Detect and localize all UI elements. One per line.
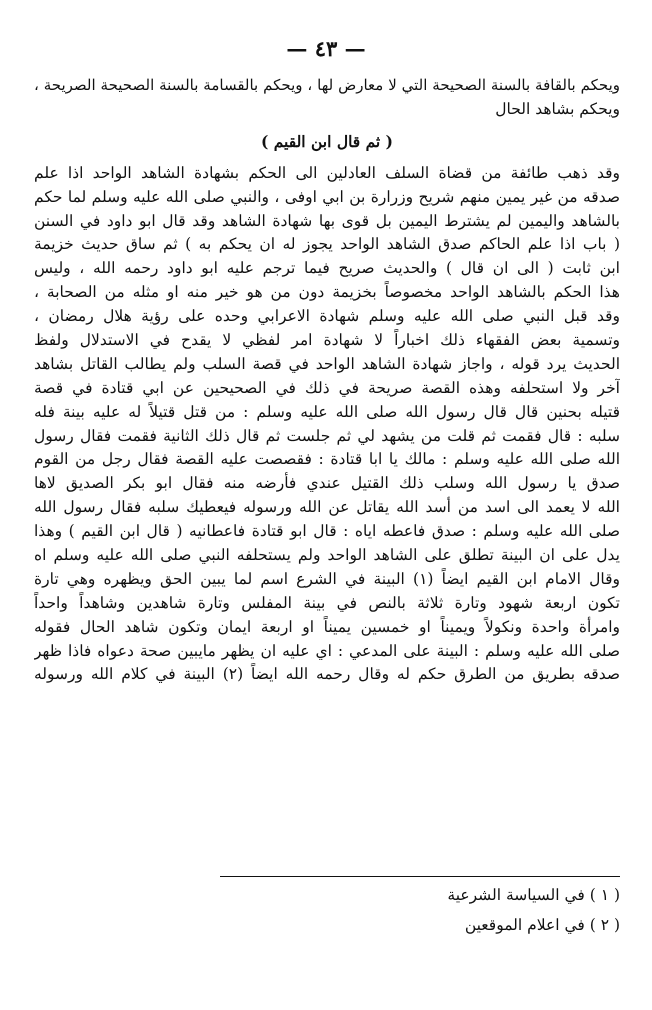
text-line: قتيله بحنين قال قال رسول الله صلى الله عليه وسلم : من قتل قتيلاً له عليه بينة فله bbox=[34, 402, 620, 421]
text-line: صلى الله عليه وسلم : صدق فاعطه اياه : قال ابو قتادة فاعطانيه ( قال ابن القيم ) وهذا bbox=[34, 522, 620, 541]
text-line: ( باب اذا علم الحاكم صدق الشاهد الواحد يجوز له ان يحكم به ) ثم ساق حديث خزيمة bbox=[34, 235, 620, 254]
text-line: سلبه : قال فقمت ثم قلت من يشهد لي ثم جلست ثم قال ذلك الثانية فقمت فقال رسول bbox=[34, 426, 620, 445]
footnote-2: ( ٢ ) في اعلام الموقعين bbox=[464, 916, 620, 934]
footnote-divider bbox=[220, 876, 620, 877]
body-text bbox=[34, 74, 620, 687]
text-line: آخر ولا استحلفه وهذه القصة صريحة في ذلك في الصحيحين عن ابي قتادة في قصة bbox=[34, 378, 620, 397]
text-line: يدل على ان البينة تطلق على الشاهد الواحد ولم يستحلفه النبي صلى الله عليه وسلم اه bbox=[34, 546, 620, 565]
footnote-1: ( ١ ) في السياسة الشرعية bbox=[447, 886, 620, 904]
text-line: ويحكم بشاهد الحال bbox=[495, 99, 620, 118]
text-line: صلى الله عليه وسلم : البينة على المدعي : اي عليه ان يظهر مايبين صحة دعواه فاذا ظهر bbox=[34, 641, 620, 660]
text-line: وقال الامام ابن القيم ايضاً (١) البينة في الشرع اسم لما يبين الحق ويظهره وهي تارة bbox=[34, 569, 620, 588]
text-line: ويحكم بالقافة بالسنة الصحيحة التي لا معارض لها ، ويحكم بالقسامة بالسنة الصحيحة الصريحة ، bbox=[34, 76, 620, 94]
text-line: وقد قبل النبي صلى الله عليه وسلم شهادة الاعرابي وحده على رؤية هلال رمضان ، bbox=[34, 307, 620, 326]
text-line: ابن ثابت ( الى ان قال ) والحديث صريح فيما ترجم عليه ابو داود رحمه الله ، وليس bbox=[34, 259, 620, 278]
text-line: الحديث يرد قوله ، واجاز شهادة الشاهد الواحد في قصة السلب ولم يطالب القاتل بشاهد bbox=[34, 354, 620, 373]
text-line: هذا الحكم بالشاهد الواحد مخصوصاً بخزيمة دون من هو خير منه او مثله من الصحابة ، bbox=[34, 283, 620, 302]
text-line: صدقه بطريق من الطرق حكم له وقال رحمه الله ايضاً (٢) البينة في كلام الله ورسوله bbox=[34, 665, 620, 684]
text-line: الله لا يعمد الى اسد من أسد الله يقاتل عن الله ورسوله فيعطيك سلبه فقال رسول الله bbox=[34, 498, 620, 517]
text-line: بالشاهد واليمين لم يشترط اليمين بل قوى بها شهادة الشاهد وقد قال ابو داود في السنن bbox=[34, 211, 620, 230]
text-line: صدق يا رسول الله وسلب ذلك القتيل عندي فأرضه منه فقال ابو بكر الصديق لاها bbox=[34, 474, 620, 493]
text-line: تكون اربعة شهود وتارة ثلاثة بالنص في بينة المفلس وتارة شاهدين وشاهداً واحداً bbox=[34, 593, 620, 612]
text-line: وقد ذهب طائفة من قضاة السلف العادلين الى الحكم بشهادة الشاهد الواحد اذا علم bbox=[34, 163, 620, 182]
text-line: الله صلى الله عليه وسلم : مالك يا ابا قتادة : فقصصت عليه القصة فقال رجل من القوم bbox=[34, 450, 620, 469]
footnotes bbox=[120, 880, 620, 940]
section-heading: ( ثم قال ابن القيم ) bbox=[261, 131, 393, 151]
text-line: وامرأة واحدة ونكولاً ويميناً او خمسين يميناً او اربعة ايمان وتكون شاهد الحال فقوله bbox=[34, 617, 620, 636]
text-line: صدقه من غير يمين منهم شريح وزرارة بن ابي اوفى ، والنبي صلى الله عليه وسلم لما حكم bbox=[34, 187, 620, 206]
text-line: وتسمية بعض الفقهاء ذلك اخباراً لا شهادة امر لفظي لا يقدح في الاستدلال ولفظ bbox=[34, 331, 620, 350]
page-number: — ٤٣ — bbox=[286, 36, 366, 61]
